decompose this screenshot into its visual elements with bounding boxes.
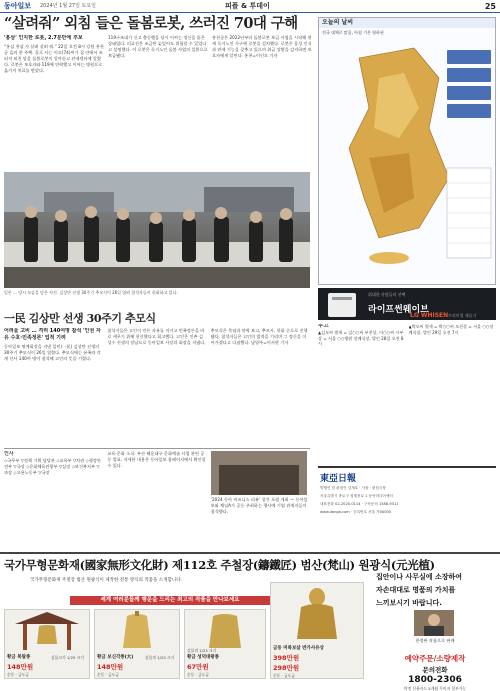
ad-brand: LG WHISEN bbox=[410, 312, 449, 319]
product-name: 황금 복탑종 bbox=[7, 655, 31, 660]
bell-ad[interactable] bbox=[0, 552, 500, 691]
product-card[interactable] bbox=[94, 609, 180, 679]
product-card[interactable] bbox=[4, 609, 90, 679]
bell-icon bbox=[95, 610, 179, 652]
issue-date: 2024년 1월 27일 토요일 bbox=[40, 3, 97, 9]
section-title: 피플 & 투데이 bbox=[225, 2, 270, 10]
second-headline: 一民 김상만 선생 30주기 추모식 bbox=[4, 312, 156, 325]
product-name: 황금 성덕대왕종 bbox=[187, 655, 219, 660]
product-card[interactable] bbox=[270, 582, 364, 679]
bell-ad-banner: 세계 여러분들께 행운을 드리는 최고의 작품을 만나보세요 bbox=[70, 596, 270, 605]
lg-whisen-ad[interactable] bbox=[318, 288, 496, 320]
event-photo bbox=[211, 451, 307, 495]
bell-pavilion-icon bbox=[5, 610, 89, 652]
order-note: 약정 신용카드 5개월 무이자 할부가능 bbox=[403, 686, 467, 691]
product-desc: 순동 · 금도금 bbox=[7, 672, 29, 677]
masthead-name: 東亞日報 bbox=[320, 474, 357, 484]
product-size: 실물크기 1/25 크기 bbox=[51, 655, 84, 660]
weather-note: 전국 대체로 맑음, 아침 기온 영하권 bbox=[322, 30, 384, 35]
artisan-photo bbox=[414, 610, 454, 636]
second-article bbox=[4, 328, 310, 448]
obituary-column-2 bbox=[409, 324, 497, 464]
memorial-photo bbox=[4, 172, 310, 288]
bell-icon bbox=[185, 610, 265, 652]
product-price: 148만원 bbox=[7, 663, 34, 671]
masthead-line-3: 대표전화 02-2020-0114 · 구독문의 1588-9311 bbox=[320, 502, 399, 506]
product-desc: 순동 · 금도금 bbox=[97, 672, 119, 677]
product-size: 실물의 1/25 크기 bbox=[145, 655, 175, 660]
lead-article bbox=[4, 15, 312, 167]
ad-line1: 위대한 사람들의 선택 bbox=[368, 292, 406, 297]
news-column bbox=[211, 451, 310, 550]
people-heading: 인사 bbox=[4, 451, 14, 457]
product-desc: 순동 · 금도금 bbox=[273, 673, 295, 678]
lead-column-3 bbox=[212, 35, 312, 167]
obituary-body-1: ▲김모씨 별세 = 김○○씨 부친상, 이○○씨 시부상 = 서울 ○○병원 장례식장, 발인 28일 오전 8시 bbox=[318, 329, 404, 347]
news-body: ‘2024 동아 비즈니스 리뷰’ 창간 포럼 개최 — 동아일보와 채널A가 공동 주최하는 행사에 기업 관계자들이 참석했다. bbox=[210, 497, 308, 514]
lower-section bbox=[4, 448, 310, 550]
product-price: 398만원 bbox=[273, 654, 300, 662]
order-text-2: 자손대대로 명품의 가치를 bbox=[376, 586, 456, 594]
lead-subheadline: '홍삼' 인지한 로봇, 2.7분만에 후보 bbox=[4, 35, 83, 41]
masthead bbox=[318, 466, 496, 550]
masthead-line-1: 발행인 겸 편집인 김재호 · 사장 · 편집국장 bbox=[320, 486, 386, 490]
product-card[interactable] bbox=[184, 609, 266, 679]
ad-line2: 라이프썬웨이브 bbox=[368, 305, 429, 315]
notice-column bbox=[107, 451, 206, 550]
product-name: 금동 미륵보살 반가사유상 bbox=[273, 646, 324, 651]
obituary-body-2: ▲박모씨 별세 = 박○○씨 모친상 = 서울 ○○장례식장, 발인 29일 오전 7시 bbox=[408, 324, 494, 335]
obituary-column-1 bbox=[318, 324, 406, 464]
people-column bbox=[4, 451, 103, 550]
order-text-4: 한정판 작품으로 판매 bbox=[415, 638, 455, 643]
lead-column-1 bbox=[4, 35, 104, 167]
second-body-3: 추모식은 묵념과 약력 보고, 추모사, 헌화 순으로 진행됐다. 참석자들은 고인의 업적을 기리며 그 정신을 이어가겠다고 다짐했다. 남양주=이서현 기자 bbox=[210, 328, 308, 345]
second-column-2 bbox=[107, 328, 206, 448]
memorial-photo-illustration bbox=[4, 172, 310, 288]
photo-caption: 일본 … 당시 모습을 담은 사진. 김상만 선생 30주기 추모식이 26일 열려 참석자들이 헌화하고 있다. bbox=[4, 290, 178, 295]
product-desc: 순동 · 금도금 bbox=[187, 672, 209, 677]
newspaper-logo: 동아일보 bbox=[4, 2, 32, 10]
lead-body-3: 홍천군은 2022년부터 돌봄로봇 보급 사업을 시작해 현재 독거노인 가구에 로봇을 설치했다. 로봇은 음성 인식과 관제 기능을 갖추고 있으며 위급 상황을 감지하면 보호자에게 알린다. 홍천=이인모 기자 bbox=[212, 35, 312, 58]
product-price-2: 298만원 bbox=[273, 664, 300, 672]
masthead-line-2: 서울특별시 종로구 청계천로 1 동아미디어센터 bbox=[320, 494, 393, 498]
order-phone-label: 문의전화 bbox=[422, 666, 448, 674]
second-body-2: 참석자들은 고인이 언론 자유를 지키고 민족정론을 바로 세우기 위해 헌신했다고 회고했다. 고인은 인촌 김성수 선생의 장남으로 동아일보 사장과 회장을 지냈다. bbox=[107, 328, 206, 345]
order-text-3: 느끼보시기 바랍니다. bbox=[376, 599, 442, 607]
lead-body-1: “홍삼 홍삼 사 살려 살려 줘.” 22일 오전 8시 강원 홍천군 읍의 한 주택. 홀로 사는 이모(74)씨가 집 안에서 쓰러져 외친 말을 돌봄로봇이 알아듣고 관제센터에 알렸다. 로봇은 보호자와 119에 연락했고 이씨는 병원으로 옮겨져 치료를 받았다. bbox=[4, 44, 104, 73]
order-phone-number[interactable]: 1800-2306 bbox=[408, 675, 462, 685]
masthead-line-4[interactable]: www.donga.com · 등록번호 서울 가00000 bbox=[320, 510, 392, 514]
weather-map bbox=[319, 38, 495, 278]
order-headline: 예약주문/소량제작 bbox=[404, 654, 466, 663]
aircon-icon bbox=[322, 289, 362, 319]
second-body-1: 동아일보 명예회장을 지낸 일민(一民) 김상만 선생의 30주기 추모식이 26일 열렸다. 추모식에는 유족과 각계 인사 140여 명이 참석해 고인의 뜻을 기렸다. bbox=[4, 344, 101, 361]
product-price: 148만원 bbox=[97, 663, 124, 671]
weather-title: 오늘의 날씨 bbox=[319, 18, 495, 28]
order-text-1: 집안이나 사무실에 소장하여 bbox=[376, 573, 463, 581]
obituary-heading: 부고 bbox=[318, 324, 329, 329]
lead-body-2: 119구조대가 신고 출동했을 당시 이씨는 정신을 잃은 상태였다. 의료진은 조금만 늦었어도 위험할 수 있었다고 설명했다. 이 로봇은 독거노인 돌봄 사업의 일환으로 보급됐다. bbox=[108, 35, 208, 58]
page-header bbox=[0, 0, 500, 13]
product-price: 67만원 bbox=[187, 663, 209, 671]
bell-ad-order-panel bbox=[368, 554, 500, 691]
page-number: 25 bbox=[484, 2, 496, 11]
ad-tagline: 프리미엄 제습기 bbox=[448, 313, 477, 318]
product-size: 실물의 1/25 크기 bbox=[187, 648, 217, 653]
second-column-3 bbox=[211, 328, 310, 448]
notice-body: 교육·문화 소식: 부산 해운대구 문화예술 사업 관련 공동 발표. 자세한 내용은 동아일보 홈페이지에서 확인할 수 있다. bbox=[107, 451, 206, 468]
obituary-section bbox=[318, 324, 496, 464]
second-subheadline: 어려울 고비 … 격려 140여명 참석 '인권 자유 수호·민족정론' 업적 기려 bbox=[4, 328, 101, 341]
lead-headline: “살려줘” 외침 들은 돌봄로봇, 쓰러진 70대 구해 bbox=[4, 15, 298, 32]
people-body: ◇국무부 ▽정책 기획 담당관 ◇교육부 ▽차관 ◇행정안전부 ▽국장 ◇문화체육관광부 ▽실장 ◇보건복지부 ▽과장 ◇고용노동부 ▽국장 bbox=[4, 458, 101, 475]
bell-ad-subtitle: 국가무형문화재 주철장 범산 원광식이 제작한 전통 방식의 작품을 소개합니다. bbox=[30, 578, 182, 583]
buddha-statue-icon bbox=[271, 583, 363, 643]
lead-column-2 bbox=[108, 35, 208, 167]
second-column-1 bbox=[4, 328, 103, 448]
product-name: 황금 보신각종(大) bbox=[97, 655, 134, 660]
weather-panel bbox=[318, 17, 496, 285]
bell-ad-title: 국가무형문화재(國家無形文化財) 제112호 주철장(鑄鐵匠) 범산(梵山) 원광식(元光植) bbox=[4, 558, 435, 572]
